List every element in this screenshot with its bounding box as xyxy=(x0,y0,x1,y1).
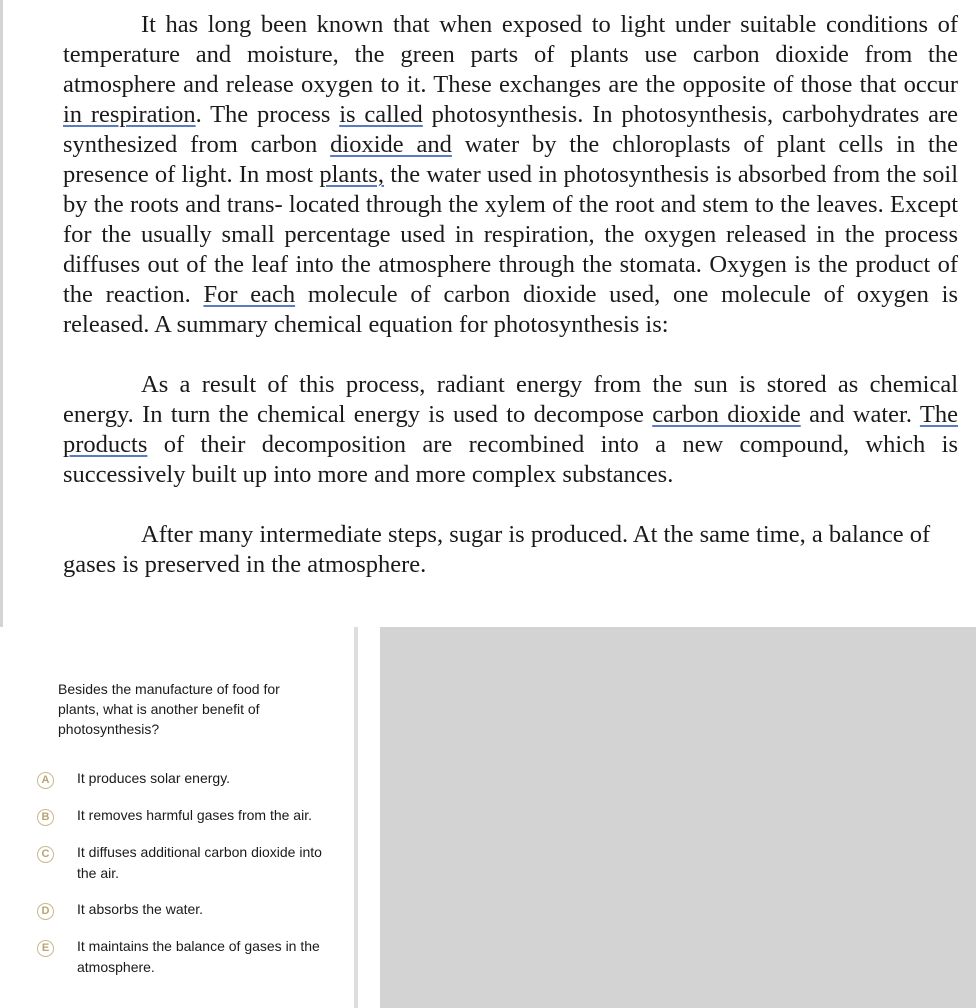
underlined-phrase: dioxide and xyxy=(330,131,452,158)
reading-passage xyxy=(63,10,958,580)
choice-text: It diffuses additional carbon dioxide into the air. xyxy=(77,844,322,881)
underlined-phrase: carbon dioxide xyxy=(652,401,801,428)
choice-letter-bubble[interactable]: E xyxy=(37,940,54,957)
passage-paragraph-3: After many intermediate steps, sugar is produced. At the same time, a balance of gases is preserved in the atmosphere. xyxy=(63,521,931,578)
panel-divider[interactable] xyxy=(354,627,358,1008)
underlined-phrase: The products xyxy=(63,401,958,458)
choice-letter-bubble[interactable]: C xyxy=(37,846,54,863)
underlined-phrase: is called xyxy=(339,101,423,128)
choice-text: It produces solar energy. xyxy=(77,770,231,786)
choice-letter-bubble[interactable]: B xyxy=(37,809,54,826)
underlined-phrase: For each xyxy=(203,281,296,308)
passage-paragraph-1: It has long been known that when exposed to light under suitable conditions of temperature and moisture, the green parts of plants use carbon dioxide from the atmosphere and release oxygen to it. These exchanges are the opposite of those that occur in respiration. The process is called photosynthesis. In photosynthesis, carbohydrates are synthesized from carbon dioxide and water by the chloroplasts of plant cells in the presence of light. In most plants, the water used in photosynthesis is absorbed from the soil by the roots and trans- located through the xylem of the root and stem to the leaves. Except for the usually small percentage used in respiration, the oxygen released in the process diffuses out of the leaf into the atmosphere through the stomata. Oxygen is the product of the reaction. For each molecule of carbon dioxide used, one molecule of oxygen is released. A summary chemical equation for photosynthesis is: xyxy=(63,11,958,338)
underlined-phrase: in respiration xyxy=(63,101,196,128)
choice-text: It maintains the balance of gases in the atmosphere. xyxy=(77,938,320,975)
choice-letter-bubble[interactable]: A xyxy=(37,772,54,789)
choice-letter-bubble[interactable]: D xyxy=(37,903,54,920)
empty-right-panel xyxy=(380,627,976,1008)
question-stem: Besides the manufacture of food for plants, what is another benefit of photosynthesis? xyxy=(58,681,280,737)
underlined-phrase: plants, xyxy=(319,161,385,188)
question-panel xyxy=(0,627,354,1008)
choice-text: It absorbs the water. xyxy=(77,901,204,917)
passage-paragraph-2: As a result of this process, radiant energy from the sun is stored as chemical energy. In turn the chemical energy is used to decompose carbon dioxide and water. The products of their decomposition are recombined into a new compound, which is successively built up into more and more complex substances. xyxy=(63,371,958,488)
choice-text: It removes harmful gases from the air. xyxy=(77,807,312,823)
